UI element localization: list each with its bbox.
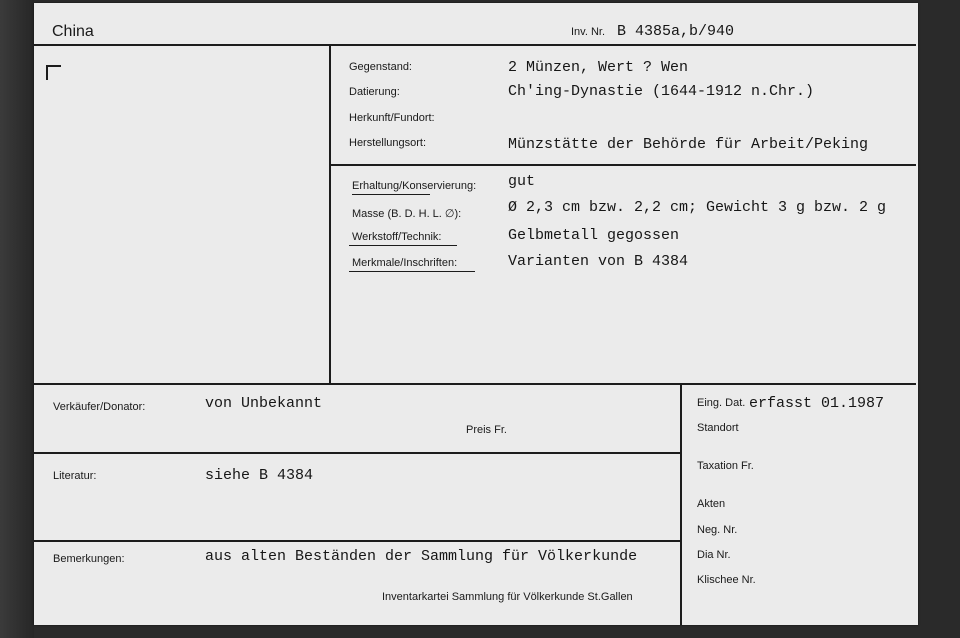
erhaltung-underline [352, 194, 430, 195]
standort-label: Standort [697, 422, 739, 434]
bemerkungen-divider [34, 540, 680, 542]
header-divider [34, 44, 916, 46]
bemerkungen-value: aus alten Beständen der Sammlung für Völkerkunde [205, 548, 638, 565]
datierung-value: Ch'ing-Dynastie (1644-1912 n.Chr.) [508, 83, 815, 100]
dia-nr-label: Dia Nr. [697, 549, 731, 561]
datierung-label: Datierung: [349, 86, 400, 98]
merkmale-value: Varianten von B 4384 [508, 253, 689, 270]
klischee-nr-label: Klischee Nr. [697, 574, 756, 586]
photo-backdrop [0, 0, 34, 638]
literatur-value: siehe B 4384 [205, 467, 314, 484]
preis-label: Preis Fr. [466, 424, 507, 436]
gegenstand-label: Gegenstand: [349, 61, 412, 73]
werkstoff-label: Werkstoff/Technik: [352, 231, 442, 243]
akten-label: Akten [697, 498, 726, 510]
masse-value: Ø 2,3 cm bzw. 2,2 cm; Gewicht 3 g bzw. 2 g [508, 199, 887, 216]
lower-section-divider [34, 383, 916, 385]
bemerkungen-label: Bemerkungen: [53, 553, 125, 565]
neg-nr-label: Neg. Nr. [697, 524, 738, 536]
taxation-label: Taxation Fr. [697, 460, 754, 472]
masse-label: Masse (B. D. H. L. ∅): [352, 208, 462, 220]
inv-nr-value: B 4385a,b/940 [617, 23, 735, 40]
image-crop-mark [46, 65, 61, 80]
literatur-divider [34, 452, 680, 454]
werkstoff-underline [349, 245, 457, 246]
object-section-divider [331, 164, 916, 166]
eing-dat-label: Eing. Dat. [697, 397, 746, 409]
verkaeufer-value: von Unbekannt [205, 395, 323, 412]
country-label: China [52, 23, 94, 40]
erhaltung-label: Erhaltung/Konservierung: [352, 180, 477, 192]
gegenstand-value: 2 Münzen, Wert ? Wen [508, 59, 689, 76]
erhaltung-value: gut [508, 173, 536, 190]
verkaeufer-label: Verkäufer/Donator: [53, 401, 146, 413]
herstellungsort-value: Münzstätte der Behörde für Arbeit/Peking [508, 136, 869, 153]
herkunft-label: Herkunft/Fundort: [349, 112, 435, 124]
image-box-divider [329, 46, 331, 385]
inv-nr-label: Inv. Nr. [571, 26, 606, 38]
herstellungsort-label: Herstellungsort: [349, 137, 427, 149]
merkmale-label: Merkmale/Inschriften: [352, 257, 458, 269]
inventory-card [34, 3, 918, 625]
merkmale-underline [349, 271, 475, 272]
eing-dat-value: erfasst 01.1987 [749, 395, 885, 412]
card-footer: Inventarkartei Sammlung für Völkerkunde St.Gallen [382, 591, 633, 603]
werkstoff-value: Gelbmetall gegossen [508, 227, 680, 244]
literatur-label: Literatur: [53, 470, 97, 482]
right-column-divider [680, 383, 682, 625]
